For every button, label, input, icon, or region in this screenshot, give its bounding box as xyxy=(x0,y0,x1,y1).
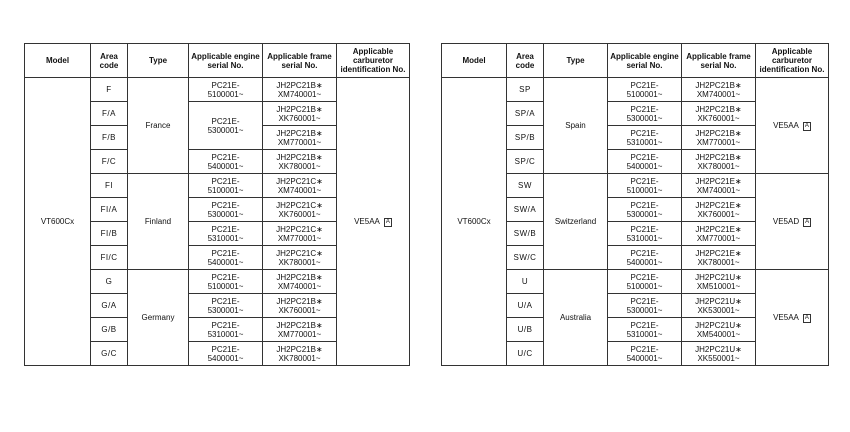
frame-serial-cell: JH2PC21B∗ XK760001~ xyxy=(263,294,337,318)
header-cell: Area code xyxy=(91,44,128,78)
serial-table-right xyxy=(441,43,829,366)
frame-serial-cell: JH2PC21E∗ XK760001~ xyxy=(682,198,756,222)
area-code-cell: SP/B xyxy=(507,126,544,150)
engine-serial-cell: PC21E- 5400001~ xyxy=(189,246,263,270)
engine-serial-cell: PC21E- 5300001~ xyxy=(608,102,682,126)
frame-serial-cell: JH2PC21E∗ XK780001~ xyxy=(682,246,756,270)
engine-serial-cell: PC21E- 5100001~ xyxy=(608,78,682,102)
area-code-cell: FI/C xyxy=(91,246,128,270)
engine-serial-cell: PC21E- 5100001~ xyxy=(189,174,263,198)
frame-serial-cell: JH2PC21E∗ XM740001~ xyxy=(682,174,756,198)
type-cell: Spain xyxy=(544,78,608,174)
frame-serial-cell: JH2PC21B∗ XM770001~ xyxy=(263,126,337,150)
frame-serial-cell: JH2PC21U∗ XK530001~ xyxy=(682,294,756,318)
header-cell: Applicable frame serial No. xyxy=(682,44,756,78)
reference-symbol: A xyxy=(804,314,809,321)
area-code-cell: SW/A xyxy=(507,198,544,222)
carburetor-cell xyxy=(337,78,410,366)
area-code-cell: SW/B xyxy=(507,222,544,246)
header-row xyxy=(442,44,829,78)
type-cell: France xyxy=(128,78,189,174)
frame-serial-cell: JH2PC21B∗ XM770001~ xyxy=(263,318,337,342)
area-code-cell: SP/C xyxy=(507,150,544,174)
engine-serial-cell: PC21E- 5310001~ xyxy=(608,126,682,150)
header-cell: Applicable carburetor identification No. xyxy=(756,44,829,78)
area-code-cell: G/C xyxy=(91,342,128,366)
engine-serial-cell: PC21E- 5300001~ xyxy=(608,294,682,318)
area-code-cell: G/B xyxy=(91,318,128,342)
frame-serial-cell: JH2PC21B∗ XM740001~ xyxy=(682,78,756,102)
area-code-cell: F/A xyxy=(91,102,128,126)
header-cell: Type xyxy=(128,44,189,78)
area-code-cell: SW/C xyxy=(507,246,544,270)
engine-serial-cell: PC21E- 5100001~ xyxy=(189,270,263,294)
carburetor-id: VE5AA xyxy=(354,216,380,226)
engine-serial-cell: PC21E- 5400001~ xyxy=(189,342,263,366)
engine-serial-cell: PC21E- 5300001~ xyxy=(189,294,263,318)
frame-serial-cell: JH2PC21C∗ XK760001~ xyxy=(263,198,337,222)
area-code-cell: G xyxy=(91,270,128,294)
serial-table-left xyxy=(24,43,410,366)
header-cell: Area code xyxy=(507,44,544,78)
area-code-cell: F xyxy=(91,78,128,102)
frame-serial-cell: JH2PC21U∗ XM540001~ xyxy=(682,318,756,342)
type-cell: Australia xyxy=(544,270,608,366)
header-cell: Applicable engine serial No. xyxy=(189,44,263,78)
engine-serial-cell: PC21E- 5400001~ xyxy=(189,150,263,174)
engine-serial-cell: PC21E- 5310001~ xyxy=(608,318,682,342)
model-cell: VT600Cx xyxy=(25,78,91,366)
carburetor-cell xyxy=(756,174,829,270)
frame-serial-cell: JH2PC21C∗ XM740001~ xyxy=(263,174,337,198)
frame-serial-cell: JH2PC21U∗ XK550001~ xyxy=(682,342,756,366)
carburetor-id: VE5AD xyxy=(772,216,800,226)
area-code-cell: FI/B xyxy=(91,222,128,246)
carburetor-cell xyxy=(756,78,829,174)
engine-serial-cell: PC21E- 5310001~ xyxy=(189,318,263,342)
carburetor-id: VE5AA xyxy=(773,120,799,130)
engine-serial-cell: PC21E- 5300001~ xyxy=(189,102,263,150)
frame-serial-cell: JH2PC21B∗ XK780001~ xyxy=(682,150,756,174)
engine-serial-cell: PC21E- 5300001~ xyxy=(608,198,682,222)
area-code-cell: SW xyxy=(507,174,544,198)
reference-symbol: A xyxy=(385,218,390,225)
header-cell: Model xyxy=(25,44,91,78)
carburetor-id: VE5AA xyxy=(773,312,799,322)
frame-serial-cell: JH2PC21C∗ XK780001~ xyxy=(263,246,337,270)
engine-serial-cell: PC21E- 5400001~ xyxy=(608,150,682,174)
header-cell: Applicable carburetor identification No. xyxy=(337,44,410,78)
area-code-cell: U xyxy=(507,270,544,294)
header-cell: Applicable engine serial No. xyxy=(608,44,682,78)
engine-serial-cell: PC21E- 5310001~ xyxy=(608,222,682,246)
header-row xyxy=(25,44,410,78)
area-code-cell: F/C xyxy=(91,150,128,174)
area-code-cell: F/B xyxy=(91,126,128,150)
frame-serial-cell: JH2PC21C∗ XM770001~ xyxy=(263,222,337,246)
frame-serial-cell: JH2PC21B∗ XK780001~ xyxy=(263,150,337,174)
reference-symbol: A xyxy=(804,122,809,129)
type-cell: Germany xyxy=(128,270,189,366)
type-cell: Finland xyxy=(128,174,189,270)
frame-serial-cell: JH2PC21B∗ XM770001~ xyxy=(682,126,756,150)
frame-serial-cell: JH2PC21B∗ XK760001~ xyxy=(682,102,756,126)
engine-serial-cell: PC21E- 5310001~ xyxy=(189,222,263,246)
area-code-cell: U/B xyxy=(507,318,544,342)
type-cell: Switzerland xyxy=(544,174,608,270)
area-code-cell: SP/A xyxy=(507,102,544,126)
frame-serial-cell: JH2PC21B∗ XK760001~ xyxy=(263,102,337,126)
header-cell: Model xyxy=(442,44,507,78)
frame-serial-cell: JH2PC21E∗ XM770001~ xyxy=(682,222,756,246)
engine-serial-cell: PC21E- 5400001~ xyxy=(608,342,682,366)
reference-symbol: A xyxy=(805,218,810,225)
engine-serial-cell: PC21E- 5400001~ xyxy=(608,246,682,270)
area-code-cell: U/A xyxy=(507,294,544,318)
header-cell: Applicable frame serial No. xyxy=(263,44,337,78)
table-row xyxy=(442,78,829,102)
engine-serial-cell: PC21E- 5100001~ xyxy=(189,78,263,102)
frame-serial-cell: JH2PC21U∗ XM510001~ xyxy=(682,270,756,294)
frame-serial-cell: JH2PC21B∗ XK780001~ xyxy=(263,342,337,366)
header-cell: Type xyxy=(544,44,608,78)
model-cell: VT600Cx xyxy=(442,78,507,366)
area-code-cell: U/C xyxy=(507,342,544,366)
area-code-cell: G/A xyxy=(91,294,128,318)
table-row xyxy=(25,78,410,102)
engine-serial-cell: PC21E- 5100001~ xyxy=(608,270,682,294)
area-code-cell: FI xyxy=(91,174,128,198)
frame-serial-cell: JH2PC21B∗ XM740001~ xyxy=(263,78,337,102)
carburetor-cell xyxy=(756,270,829,366)
frame-serial-cell: JH2PC21B∗ XM740001~ xyxy=(263,270,337,294)
area-code-cell: FI/A xyxy=(91,198,128,222)
engine-serial-cell: PC21E- 5100001~ xyxy=(608,174,682,198)
area-code-cell: SP xyxy=(507,78,544,102)
engine-serial-cell: PC21E- 5300001~ xyxy=(189,198,263,222)
